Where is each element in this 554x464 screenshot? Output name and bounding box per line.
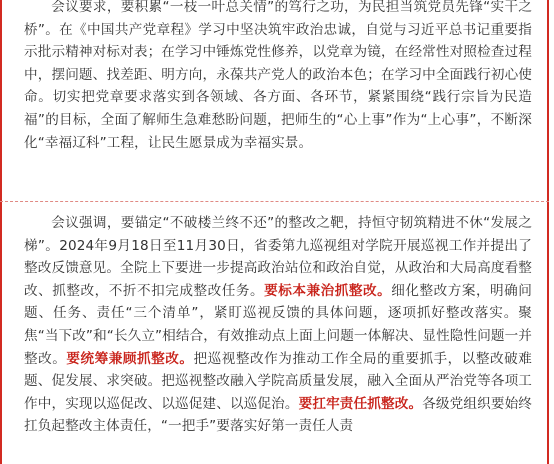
paragraph-2-segment: 各级党组织要始终扛负起整改主体责任，“一把手”要落实好第一责任人责	[24, 395, 532, 435]
paragraph-rectification	[24, 212, 532, 438]
emphasis-phrase-1: 要标本兼治抓整改。	[264, 282, 392, 299]
emphasis-phrase-2: 要统筹兼顾抓整改。	[66, 350, 194, 367]
right-red-border	[547, 0, 549, 464]
paragraph-2-segment: 细化整改方案，明确问题、任务、责任“三个清单”，紧盯巡视反馈的具体问题，逐项抓好整改落实。聚焦“当下改”和“长久立”相结合，有效推动点上面上问题一体解决、显性隐性问题一并整改。	[24, 282, 533, 367]
paragraph-requirements	[24, 0, 532, 154]
emphasis-phrase-3: 要扛牢责任抓整改。	[298, 395, 423, 412]
section-divider	[0, 201, 549, 202]
paragraph-2-segment: 会议强调，要锚定“不破楼兰终不还”的整改之靶，持恒守韧筑精进不休“发展之梯”。2024年9月18日至11月30日，省委第九巡视组对学院开展巡视工作并提出了整改反馈意见。全院上下要进一步提高政治站位和政治自觉，从政治和大局高度看整改、抓整改，不折不扣完成整改任务。	[24, 215, 532, 299]
paragraph-1-text: 会议要求，要积累“一枝一叶总关情”的笃行之功，为民担当筑党员先锋“实干之桥”。在《中国共产党章程》学习中坚决筑牢政治忠诚，自觉与习近平总书记重要指示批示精神对标对表；在学习中锤炼党性修养，以党章为镜，在经常性对照检查过程中，摆问题、找差距、明方向，永葆共产党人的政治本色；在学习中全面践行初心使命。切实把党章要求落实到各领域、各方面、各环节，紧紧围绕“践行宗旨为民造福”的目标，全面了解师生急难愁盼问题，把师生的“心上事”作为“上心事”，不断深化“幸福辽科”工程，让民生愿景成为幸福实景。	[24, 0, 532, 151]
left-red-border	[0, 0, 2, 464]
paragraph-2-segment: 把巡视整改作为推动工作全局的重要抓手，以整改破难题、促发展、求突破。把巡视整改融入学院高质量发展，融入全面从严治党等各项工作中，实现以巡促改、以巡促建、以巡促治。	[24, 350, 532, 412]
